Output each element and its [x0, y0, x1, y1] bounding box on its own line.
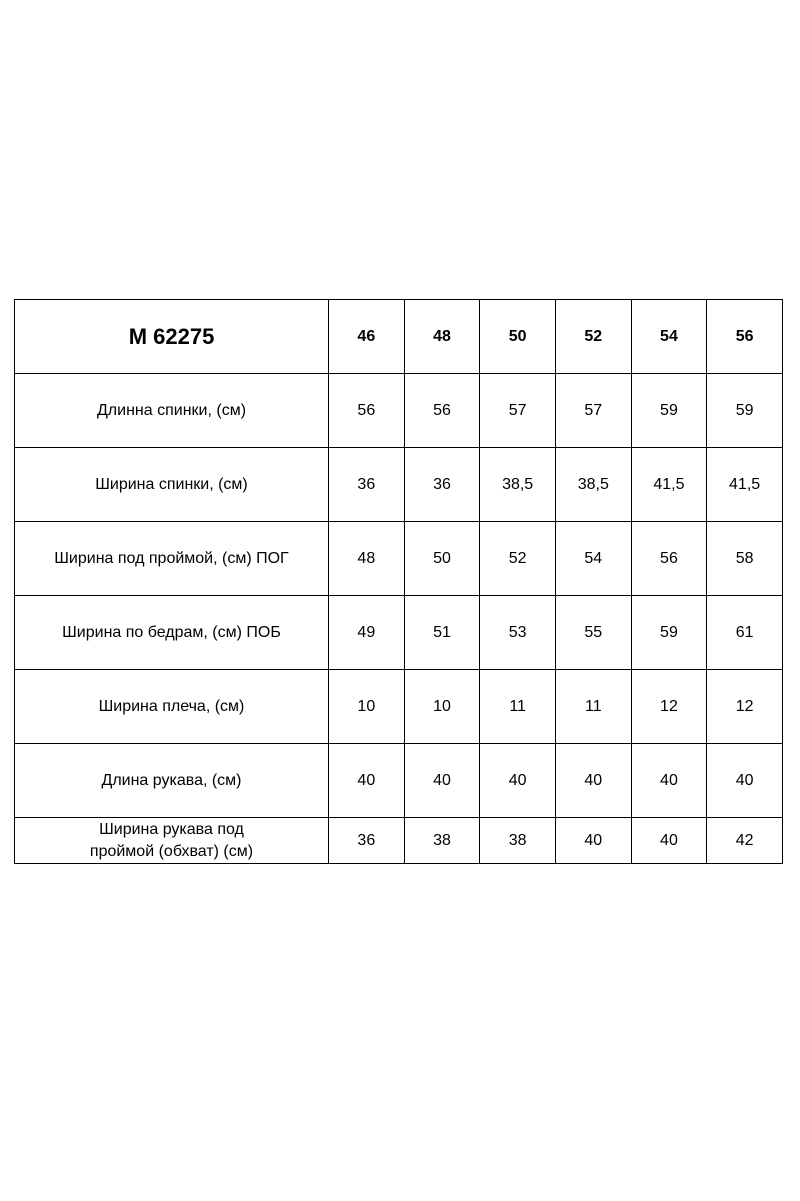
measurement-value: 36 [404, 448, 480, 522]
table-row [15, 448, 783, 522]
measurement-value: 49 [329, 596, 405, 670]
measurement-label: Ширина по бедрам, (см) ПОБ [15, 596, 329, 670]
measurement-label: Ширина под проймой, (см) ПОГ [15, 522, 329, 596]
measurement-value: 54 [555, 522, 631, 596]
table-row [15, 744, 783, 818]
measurement-value: 59 [631, 374, 707, 448]
measurement-label-line: Ширина рукава под [99, 820, 244, 838]
measurement-value: 41,5 [631, 448, 707, 522]
measurement-label: Длина рукава, (см) [15, 744, 329, 818]
measurement-value: 55 [555, 596, 631, 670]
measurement-label: Длинна спинки, (см) [15, 374, 329, 448]
measurement-label [15, 818, 329, 864]
measurement-label-line: проймой (обхват) (см) [89, 842, 254, 860]
measurement-value: 10 [404, 670, 480, 744]
size-header: 52 [555, 300, 631, 374]
table-row [15, 596, 783, 670]
size-header: 56 [707, 300, 783, 374]
measurement-value: 50 [404, 522, 480, 596]
measurement-value: 38 [480, 818, 556, 864]
measurement-value: 56 [329, 374, 405, 448]
measurement-value: 38 [404, 818, 480, 864]
measurement-value: 36 [329, 818, 405, 864]
measurement-value: 38,5 [480, 448, 556, 522]
measurement-value: 40 [707, 744, 783, 818]
measurement-label: Ширина плеча, (см) [15, 670, 329, 744]
size-chart-table [14, 299, 783, 864]
measurement-value: 10 [329, 670, 405, 744]
measurement-value: 40 [480, 744, 556, 818]
size-header: 54 [631, 300, 707, 374]
measurement-value: 51 [404, 596, 480, 670]
table-row [15, 818, 783, 864]
measurement-value: 40 [404, 744, 480, 818]
measurement-label: Ширина спинки, (см) [15, 448, 329, 522]
table-row [15, 374, 783, 448]
size-header: 48 [404, 300, 480, 374]
measurement-value: 12 [707, 670, 783, 744]
measurement-value: 40 [631, 818, 707, 864]
measurement-value: 59 [707, 374, 783, 448]
model-number: М 62275 [15, 300, 329, 374]
size-header: 46 [329, 300, 405, 374]
table-row [15, 670, 783, 744]
measurement-value: 40 [631, 744, 707, 818]
measurement-value: 11 [555, 670, 631, 744]
measurement-value: 59 [631, 596, 707, 670]
measurement-value: 56 [404, 374, 480, 448]
measurement-value: 53 [480, 596, 556, 670]
measurement-value: 58 [707, 522, 783, 596]
table-row [15, 522, 783, 596]
measurement-value: 40 [555, 744, 631, 818]
measurement-value: 38,5 [555, 448, 631, 522]
measurement-value: 36 [329, 448, 405, 522]
measurement-value: 61 [707, 596, 783, 670]
measurement-value: 52 [480, 522, 556, 596]
measurement-value: 57 [480, 374, 556, 448]
measurement-value: 11 [480, 670, 556, 744]
measurement-value: 42 [707, 818, 783, 864]
measurement-value: 48 [329, 522, 405, 596]
measurement-value: 56 [631, 522, 707, 596]
measurement-value: 57 [555, 374, 631, 448]
header-row [15, 300, 783, 374]
measurement-value: 41,5 [707, 448, 783, 522]
measurement-value: 12 [631, 670, 707, 744]
measurement-value: 40 [329, 744, 405, 818]
measurement-value: 40 [555, 818, 631, 864]
size-header: 50 [480, 300, 556, 374]
